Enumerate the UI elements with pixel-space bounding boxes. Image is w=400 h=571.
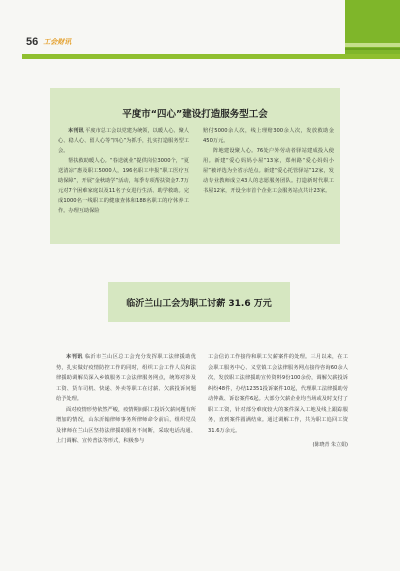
paragraph-text: 赔付5000余人次，线上理赔300余人次，发放救助金450万元。: [203, 128, 334, 144]
section-brand: 工会财讯: [43, 38, 72, 46]
article-2-left-column: [56, 352, 196, 451]
lead-label: 本刊讯: [68, 128, 84, 134]
article-2-paragraph: [56, 405, 196, 447]
corner-stripe: [345, 43, 400, 47]
article-2-title: 临沂兰山工会为职工讨薪 31.6 万元: [126, 299, 272, 309]
article-1-paragraph: [58, 156, 189, 216]
article-2-paragraph: [56, 352, 196, 405]
paragraph-text: 帮扶救助暖人心。“春送就业”提供岗位3000个，“夏送清凉”惠及职工5000人，196名职工申报“职工医疗互助保障”，开展“金秋助学”活动，每季专项帮扶资金7.7万元对7个困难家庭以及11名子女进行生活、助学救助。完成1000名一线职工的健康查体和188名职工的疗休养工作。办理互助保险: [58, 158, 189, 214]
article-1-left-column: [58, 126, 189, 216]
article-1-paragraph: [203, 126, 334, 146]
article-2-right-column: [208, 352, 348, 451]
header-bar: [22, 54, 400, 59]
article-2-columns: [56, 352, 348, 451]
corner-stripe-dark: [345, 48, 400, 50]
paragraph-text: 面对疫情形势依然严峻，疫情期间职工投诉欠薪问题有所增加的情况，山东沂翰律师事务所律师命令前后，组织党员及律师在兰山区坚持法律援助服务不间断，采取电话沟通、上门调解、宣传普法等形式，积极参与: [56, 406, 196, 444]
article-1-paragraph: [58, 126, 189, 156]
article-1-columns: [58, 126, 334, 216]
paragraph-text: 临沂市兰山区总工会充分发挥职工法律援助优势，扎实做好疫情防控工作的同时，组织工会工作人员和法律援助调解员深入乡镇服务工会法律服务网点，统筹对涉及工资、货车司机、快递、外卖等职工在讨薪、欠薪投诉问题给予处理。: [56, 354, 196, 402]
page-number: 56: [26, 36, 39, 48]
article-1-right-column: [203, 126, 334, 216]
article-1-paragraph: [203, 146, 334, 196]
page-header: [26, 34, 71, 50]
corner-decoration: [345, 0, 400, 59]
paragraph-text: 平度市总工会以党建为统领，以暖人心、聚人心、稳人心、留人心等“四心”为抓手，扎实打造服务型工会。: [58, 128, 189, 154]
article-2-title-band: [108, 282, 290, 322]
paragraph-text: 阵地建设聚人心。76处户外劳动者驿站建成投入使用。新建“爱心妈妈小屋”13家，郑州路“爱心妈妈小屋”被评选为全省示范点。新建“爱心托管驿站”12家，发动专业教师成立43人的志愿服务团队。打造新时代职工书屋12家，开设全市首个企业工会服务站点共计23家。: [203, 148, 334, 194]
byline: (陈晓青 朱立娟): [312, 442, 348, 448]
article-1-title: 平度市“四心”建设打造服务型工会: [122, 109, 268, 120]
lead-label: 本刊讯: [66, 354, 83, 360]
article-2-paragraph: [208, 352, 348, 436]
paragraph-text: 工会信访工作接待和职工欠薪案件的处理。三月以来，在工会职工服务中心、义堂镇工会法律服务网点接待咨询60余人次，发放职工法律援助宣传资料9份100余份，调解欠薪投诉纠纷48件，办结12351投诉案件10起，代理职工法律援助劳动仲裁、诉讼案件6起。大部分欠薪企业均当场或及时支付了职工工资，针对部分难度较大的案件深入工地及线上跟踪服务，直到案件圆满结束。通过调解工作，共为职工追回工资31.6万余元。: [208, 354, 348, 434]
article-1-box: [50, 88, 340, 244]
